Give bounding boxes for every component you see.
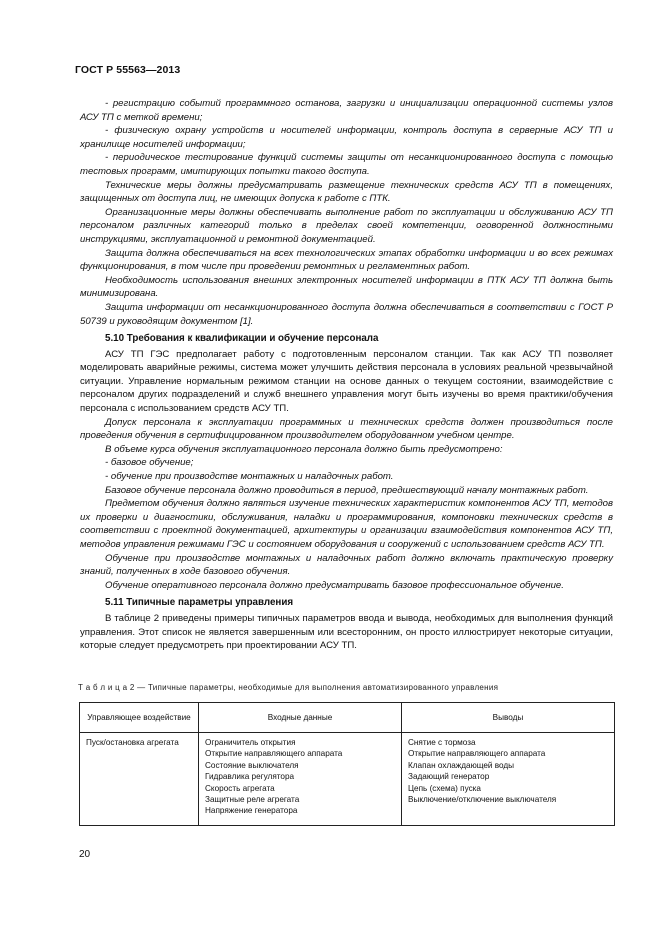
paragraph: АСУ ТП ГЭС предполагает работу с подготовленным персоналом станции. Так как АСУ ТП позволяет моделировать аварийные режимы, система может улучшить действия персонала в условиях реальной чрезвычайной ситуации. Управление нормальным режимом станции на основе данных о текущем состоянии, взаимодействие с персоналом других подразделений и служб внешнего управления могут быть изучены во время практики/обучения персонала с использованием средств АСУ ТП.	[80, 348, 613, 415]
paragraph: Технические меры должны предусматривать размещение технических средств АСУ ТП в помещениях, защищенных от доступа лиц, не имеющих допуска к работе с ПТК.	[80, 179, 613, 205]
section-heading: 5.10 Требования к квалификации и обучение персонала	[105, 333, 379, 345]
section-heading: 5.11 Типичные параметры управления	[105, 597, 294, 609]
cell-inputs	[199, 733, 402, 826]
paragraph: - регистрацию событий программного останова, загрузки и инициализации операционной системы узлов АСУ ТП с меткой времени;	[80, 98, 613, 123]
input-item: Состояние выключателя	[205, 760, 299, 770]
paragraph: Базовое обучение персонала должно проводиться в период, предшествующий началу монтажных работ.	[105, 484, 589, 496]
col-header-inputs: Входные данные	[199, 703, 402, 733]
output-item: Задающий генератор	[408, 772, 490, 782]
cell-action: Пуск/остановка агрегата	[80, 733, 199, 826]
paragraph: Защита должна обеспечиваться на всех технологических этапах обработки информации и во всех режимах функционирования, в том числе при проведении ремонтных и регламентных работ.	[80, 247, 613, 273]
output-item: Выключение/отключение выключателя	[408, 795, 557, 805]
body-text	[80, 97, 613, 653]
paragraph: Организационные меры должны обеспечивать выполнение работ по эксплуатации и обслуживанию АСУ ТП персоналом различных категорий только в пределах своей компетенции, оговоренной должностными инструкциями, эксплуатационной и ремонтной документацией.	[80, 206, 613, 245]
col-header-outputs: Выводы	[402, 703, 615, 733]
input-item: Открытие направляющего аппарата	[205, 749, 343, 759]
paragraph: - базовое обучение;	[105, 457, 194, 469]
input-item: Ограничитель открытия	[205, 738, 296, 747]
page-number: 20	[79, 849, 91, 860]
paragraph: Обучение при производстве монтажных и наладочных работ должно включать практическую проверку знаний, полученных в ходе базового обучения.	[80, 552, 613, 578]
table-caption: Т а б л и ц а 2 — Типичные параметры, необходимые для выполнения автоматизированного управления	[78, 683, 499, 692]
paragraph: Защита информации от несанкционированного доступа должна обеспечиваться в соответствии с ГОСТ Р 50739 и руководящим документом [1].	[80, 301, 613, 327]
paragraph: Обучение оперативного персонала должно предусматривать базовое профессиональное обучение.	[105, 579, 564, 591]
output-item: Цепь (схема) пуска	[408, 783, 481, 793]
paragraph: Допуск персонала к эксплуатации программных и технических средств должен производиться после проведения обучения в сертифицированном производителем оборудованном учебном центре.	[80, 416, 613, 442]
input-item: Скорость агрегата	[205, 783, 275, 793]
output-item: Снятие с тормоза	[408, 738, 476, 747]
document-header: ГОСТ Р 55563—2013	[75, 64, 181, 76]
paragraph: - периодическое тестирование функций системы защиты от несанкционированного доступа с помощью тестовых программ, имитирующих попытки такого доступа.	[80, 152, 613, 177]
parameters-table	[79, 702, 615, 826]
paragraph: В объеме курса обучения эксплуатационного персонала должно быть предусмотрено:	[105, 443, 503, 455]
output-item: Клапан охлаждающей воды	[408, 760, 515, 770]
col-header-action: Управляющее воздействие	[80, 703, 199, 733]
table-row	[80, 733, 615, 826]
cell-outputs	[402, 733, 615, 826]
paragraph: Предметом обучения должно являться изучение технических характеристик компонентов АСУ ТП, методов их проверки и диагностики, обслуживания, наладки и программирования, компоновки технических средств в соответствии с проектной документацией, архитектуры и организации взаимодействия компонентов АСУ ТП, методов управления режимами ГЭС и состоянием оборудования и сооружений с использованием средств АСУ ТП.	[80, 498, 613, 550]
input-item: Защитные реле агрегата	[205, 795, 300, 805]
paragraph: В таблице 2 приведены примеры типичных параметров ввода и вывода, необходимых для выполнения функций управления. Этот список не является завершенным или всесторонним, он просто иллюстрирует некоторые ситуации, которые следует предусмотреть при проектировании АСУ ТП.	[80, 612, 613, 652]
paragraph: - физическую охрану устройств и носителей информации, контроль доступа в серверные АСУ ТП и хранилище носителей информации;	[80, 125, 613, 150]
paragraph: Необходимость использования внешних электронных носителей информации в ПТК АСУ ТП должна быть минимизирована.	[80, 274, 613, 300]
table-header-row	[80, 703, 615, 733]
output-item: Открытие направляющего аппарата	[408, 749, 546, 759]
input-item: Гидравлика регулятора	[205, 772, 295, 782]
input-item: Напряжение генератора	[205, 806, 298, 816]
paragraph: - обучение при производстве монтажных и наладочных работ.	[105, 471, 394, 483]
